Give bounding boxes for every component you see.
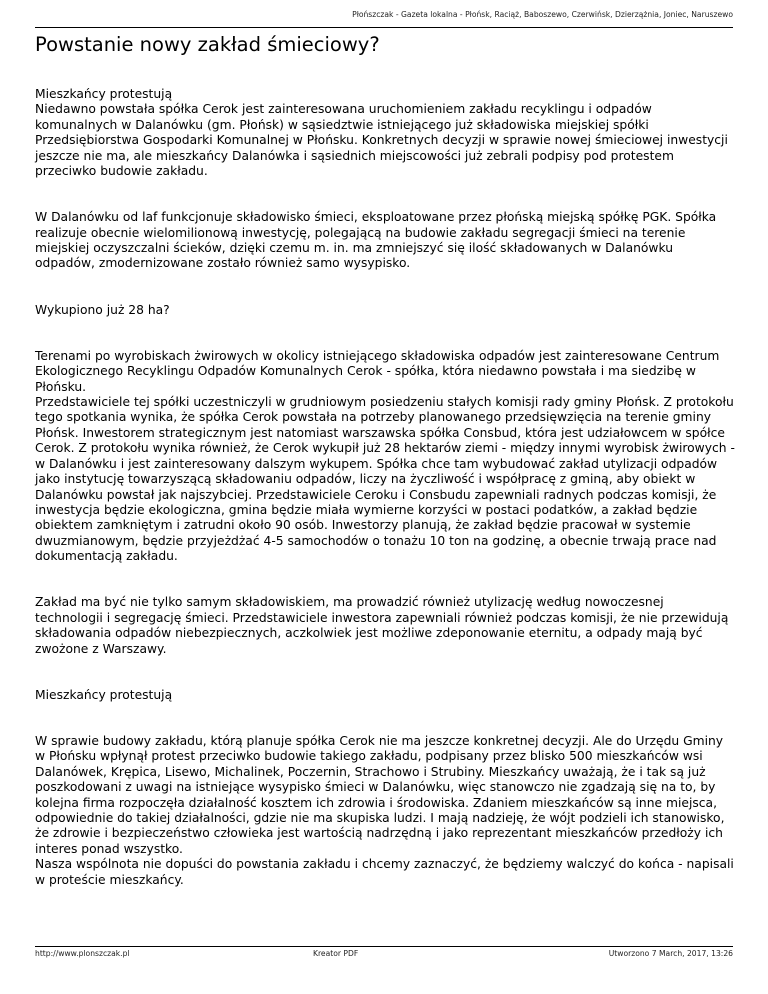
article-paragraph: Mieszkańcy protestują Niedawno powstała spółka Cerok jest zainteresowana uruchomieniem zakładu recyklingu i odpadów komunalnych w Dalanówku (gm. Płońsk) w sąsiedztwie istniejącego już składowiska miejskiej spółki Przedsiębiorstwa Gospodarki Komunalnej w Płońsku. Konkretnych decyzji w sprawie nowej śmieciowej inwestycji jeszcze nie ma, ale mieszkańcy Dalanówka i sąsiednich miejscowości już zebrali podpisy pod protestem przeciwko budowie zakładu. — [35, 87, 728, 179]
paragraph-gap — [35, 657, 735, 672]
footer-generator: Kreator PDF — [313, 949, 359, 958]
footer-created-date: Utworzono 7 March, 2017, 13:26 — [608, 949, 733, 958]
article-paragraph: Terenami po wyrobiskach żwirowych w okolicy istniejącego składowiska odpadów jest zainteresowane Centrum Ekologicznego Recyklingu Odpadów Komunalnych Cerok - spółka, która niedawno powstała i ma siedzibę w Płońsku. Przedstawiciele tej spółki uczestniczyli w grudniowym posiedzeniu stałych komisji rady gminy Płońsk. Z protokołu tego spotkania wynika, że spółka Cerok powstała na potrzeby planowanego przedsięwzięcia na terenie gminy Płońsk. Inwestorem strategicznym jest natomiast warszawska spółka Consbud, która jest udziałowcem w spółce Cerok. Z protokołu wynika również, że Cerok wykupił już 28 hektarów ziemi - między innymi wyrobisk żwirowych - w Dalanówku i jest zainteresowany dalszym wykupem. Spółka chce tam wybudować zakład utylizacji odpadów jako instytucję towarzyszącą składowaniu odpadów, liczy na życzliwość i współpracę z gminą, aby obiekt w Dalanówku powstał jak najszybciej. Przedstawiciele Ceroku i Consbudu zapewniali radnych podczas komisji, że inwestycja będzie ekologiczna, gmina będzie miała wymierne korzyści w postaci podatków, a zakład będzie obiektem zamkniętym i zatrudni około 90 osób. Inwestorzy planują, że zakład będzie pracował w systemie dwuzmianowym, będzie przyjeżdżać 4-5 samochodów o tonażu 10 ton na godzinę, a obecnie trwają prace nad dokumentacją zakładu. — [35, 348, 735, 564]
site-header: Płońszczak - Gazeta lokalna - Płońsk, Raciąż, Baboszewo, Czerwińsk, Dzierzążnia, Joniec, Naruszewo — [352, 10, 733, 19]
article-paragraph: Mieszkańcy protestują — [35, 687, 173, 702]
header-divider — [35, 27, 733, 28]
article-paragraph: Wykupiono już 28 ha? — [35, 302, 170, 317]
footer-url: http://www.plonszczak.pl — [35, 949, 130, 958]
article-paragraph: W sprawie budowy zakładu, którą planuje spółka Cerok nie ma jeszcze konkretnej decyzji. Ale do Urzędu Gminy w Płońsku wpłynął protest przeciwko budowie takiego zakładu, podpisany przez blisko 500 mieszkańców wsi Dalanówek, Krępica, Lisewo, Michalinek, Poczernin, Strachowo i Strubiny. Mieszkańcy uważają, że i tak są już poszkodowani z uwagi na istniejące wysypisko śmieci w Dalanówku, więc stanowczo nie zgadzają się na to, by kolejna firma rozpoczęła działalność kosztem ich zdrowia i środowiska. Zdaniem mieszkańców są inne miejsca, odpowiednie do takiej działalności, gdzie nie ma skupiska ludzi. I mają nadzieję, że wójt podzieli ich stanowisko, że zdrowie i bezpieczeństwo człowieka jest wartością nadrzędną i jako reprezentant mieszkańców przedłoży ich interes ponad wszystko. Nasza wspólnota nie dopuści do powstania zakładu i chcemy zaznaczyć, że będziemy walczyć do końca - napisali w proteście mieszkańcy. — [35, 733, 734, 887]
paragraph-gap — [35, 703, 735, 718]
paragraph-gap — [35, 318, 735, 333]
article-body — [35, 87, 735, 888]
paragraph-gap — [35, 179, 735, 194]
paragraph-gap — [35, 565, 735, 580]
paragraph-gap — [35, 272, 735, 287]
article-paragraph: Zakład ma być nie tylko samym składowiskiem, ma prowadzić również utylizację według nowoczesnej technologii i segregację śmieci. Przedstawiciele inwestora zapewniali również podczas komisji, że nie przewidują składowania odpadów niebezpiecznych, aczkolwiek jest możliwe zdeponowanie eternitu, a odpady mają być zwożone z Warszawy. — [35, 595, 729, 656]
footer-divider — [35, 946, 733, 947]
article-paragraph: W Dalanówku od laf funkcjonuje składowisko śmieci, eksploatowane przez płońską miejską spółkę PGK. Spółka realizuje obecnie wielomilionową inwestycję, polegającą na budowie zakładu segregacji śmieci na terenie miejskiej oczyszczalni ścieków, dzięki czemu m. in. ma zmniejszyć się ilość składowanych w Dalanówku odpadów, zmodernizowane zostało również samo wysypisko. — [35, 210, 717, 271]
article-title: Powstanie nowy zakład śmieciowy? — [35, 33, 380, 56]
